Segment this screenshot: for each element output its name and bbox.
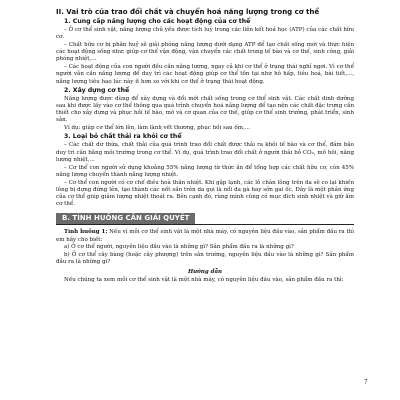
situation-text: Nếu ví mỗi cơ thể sinh vật là một nhà máy, có nguyên liệu đầu vào, sản phẩm đầu ra thì em hãy cho biết: [56, 229, 354, 243]
section-heading: II. Vai trò của trao đổi chất và chuyển hoá năng lượng trong cơ thể [56, 8, 320, 16]
guide-heading: Hướng dẫn [187, 268, 223, 275]
paragraph: Năng lượng được dùng để xây dựng và đổi mới chất sống trong cơ thể sinh vật. Các chất dinh dưỡng sau khi được lấy vào cơ thể thông qua quá trình chuyển hoá năng lượng để tạo nên các chất đặc trưng cần thiết cho xây dựng và phục hồi tế bào, mô và cơ quan của cơ thể, giúp cơ thể sinh trưởng, phát triển, sinh sản. [56, 95, 354, 124]
paragraph: – Các hoạt động của con người đều cần năng lượng, ngay cả khi cơ thể ở trạng thái nghỉ ngơi. Vì cơ thể người vẫn cần năng lượng để duy trì các hoạt động giúp cơ thể tồn tại như hô hấp, tiêu hoá, bài tiết,..., năng lượng tiêu hao lúc này ít hơn so với khi cơ thể ở trạng thái hoạt động. [56, 64, 354, 85]
paragraph: – Cơ thể con người có cơ chế điều hoà thân nhiệt. Khi gặp lạnh, các lỗ chân lông trên da sẽ co lại khiến lông bị dựng đứng lên, tạo thành các nốt sần trên da gọi là nổi da gà hay sởn gai ốc. Đây là một phản ứng của cơ thể giúp giảm lượng nhiệt thoát ra. Bên cạnh đó, rùng mình cũng có mục đích sinh nhiệt và giữ ấm cơ thể. [56, 179, 354, 208]
situation-label: Tình huống 1: [64, 229, 108, 236]
section-b-banner [56, 213, 354, 225]
paragraph: – Ở cơ thể sinh vật, năng lượng chủ yếu được tích luỹ trong các liên kết hoá học (ATP) của các chất hữu cơ. [56, 27, 354, 41]
paragraph: – Cơ thể con người sử dụng khoảng 55% năng lượng từ thức ăn để tổng hợp các chất hữu cơ, còn 45% năng lượng chuyển thành năng lượng nhiệt. [56, 164, 354, 178]
document-page [56, 8, 354, 392]
guide-paragraph: Nếu chúng ta xem mỗi cơ thể sinh vật là một nhà máy, có nguyên liệu đầu vào, sản phẩm đầu ra thì: [64, 276, 344, 283]
paragraph: Ví dụ: giúp cơ thể lớn lên, làm lành vết thương, phục hồi sau ốm,... [64, 125, 250, 132]
section-b-title: B. TÌNH HUỐNG CẦN GIẢI QUYẾT [56, 213, 195, 224]
page-number: 7 [364, 378, 368, 386]
situation-paragraph [56, 229, 354, 243]
question-a: a) Ở cơ thể người, nguyên liệu đầu vào là những gì? Sản phẩm đầu ra là những gì? [64, 244, 294, 251]
paragraph: – Các chất dư thừa, chất thải của quá trình trao đổi chất được thải ra khỏi tế bào và cơ thể, đảm bảo duy trì cân bằng môi trường trong cơ thể. Ví dụ, quá trình trao đổi chất ở người thải bỏ CO₂, mồ hôi, năng lượng nhiệt,... [56, 142, 354, 163]
paragraph: – Chất hữu cơ bị phân huỷ sẽ giải phóng năng lượng dưới dạng ATP để tạo chất sống mới và thực hiện các hoạt động sống như: giúp cơ thể vận động, vận chuyển các chất trong tế bào và cơ thể, sinh công, giải phóng nhiệt,... [56, 42, 354, 63]
question-b: b) Ở cơ thể cây bàng (hoặc cây phượng) trên sân trường, nguyên liệu đầu vào là những gì? Sản phẩm đầu ra là những gì? [56, 252, 354, 266]
subsection-heading-2: 2. Xây dựng cơ thể [64, 86, 130, 94]
subsection-heading-3: 3. Loại bỏ chất thải ra khỏi cơ thể [64, 133, 182, 141]
subsection-heading-1: 1. Cung cấp năng lượng cho các hoạt động của cơ thể [64, 18, 251, 25]
